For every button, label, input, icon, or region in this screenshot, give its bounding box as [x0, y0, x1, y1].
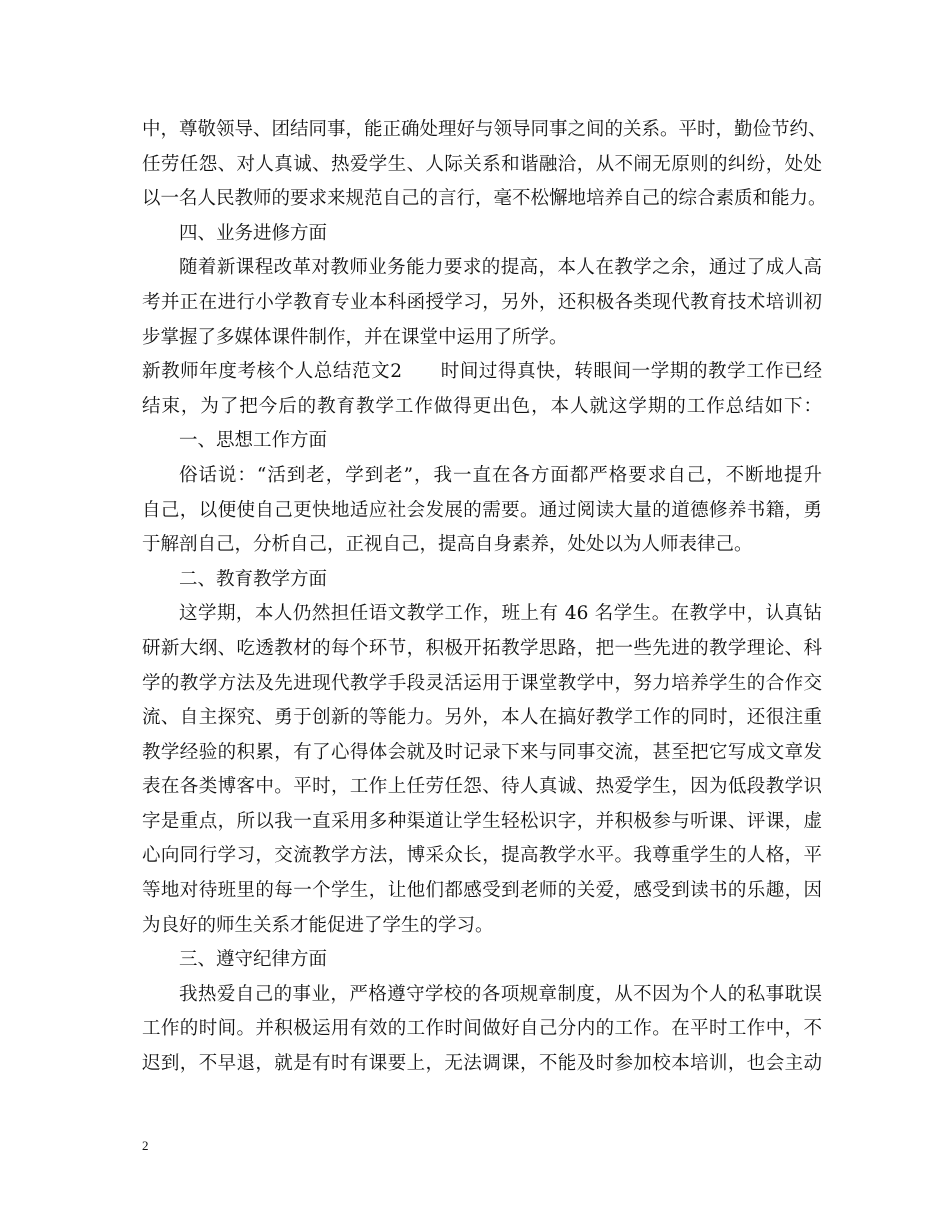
text-line: 迟到，不早退，就是有时有课要上，无法调课，不能及时参加校本培训，也会主动 — [142, 1053, 822, 1075]
text-line: 教学经验的积累，有了心得体会就及时记录下来与同事交流，甚至把它写成文章发 — [142, 741, 822, 763]
text-line: 考并正在进行小学教育专业本科函授学习，另外，还积极各类现代教育技术培训初 — [142, 291, 822, 313]
text-line: 一、思想工作方面 — [179, 430, 328, 452]
page-number: 2 — [142, 1138, 149, 1153]
text-line: 四、业务进修方面 — [179, 222, 328, 244]
text-line: 自己，以便使自己更快地适应社会发展的需要。通过阅读大量的道德修养书籍，勇 — [142, 499, 822, 521]
document-body — [142, 113, 827, 1082]
text-line: 任劳任怨、对人真诚、热爱学生、人际关系和谐融洽，从不闹无原则的纠纷，处处 — [142, 153, 822, 175]
text-line: 随着新课程改革对教师业务能力要求的提高，本人在教学之余，通过了成人高 — [179, 257, 822, 279]
text-line: 心向同行学习，交流教学方法，博采众长，提高教学水平。我尊重学生的人格，平 — [142, 845, 822, 867]
text-line: 于解剖自己，分析自己，正视自己，提高自身素养，处处以为人师表律己。 — [142, 534, 753, 556]
text-line: 结束，为了把今后的教育教学工作做得更出色，本人就这学期的工作总结如下： — [142, 395, 822, 417]
text-line: 工作的时间。并积极运用有效的工作时间做好自己分内的工作。在平时工作中，不 — [142, 1018, 822, 1040]
text-line: 我热爱自己的事业，严格遵守学校的各项规章制度，从不因为个人的私事耽误 — [179, 983, 822, 1005]
text-line: 表在各类博客中。平时，工作上任劳任怨、待人真诚、热爱学生，因为低段教学识 — [142, 776, 822, 798]
text-line: 这学期，本人仍然担任语文教学工作，班上有 46 名学生。在教学中，认真钻 — [179, 603, 822, 625]
text-line: 为良好的师生关系才能促进了学生的学习。 — [142, 914, 494, 936]
text-line: 以一名人民教师的要求来规范自己的言行，毫不松懈地培养自己的综合素质和能力。 — [142, 188, 827, 210]
text-line: 学的教学方法及先进现代教学手段灵活运用于课堂教学中，努力培养学生的合作交 — [142, 672, 822, 694]
text-line: 俗话说：“活到老，学到老”，我一直在各方面都严格要求自己，不断地提升 — [179, 464, 822, 486]
text-line: 三、遵守纪律方面 — [179, 949, 328, 971]
text-line: 研新大纲、吃透教材的每个环节，积极开拓教学思路，把一些先进的教学理论、科 — [142, 637, 822, 659]
text-line: 步掌握了多媒体课件制作，并在课堂中运用了所学。 — [142, 326, 568, 348]
text-line: 字是重点，所以我一直采用多种渠道让学生轻松识字，并积极参与听课、评课，虚 — [142, 810, 822, 832]
text-line: 流、自主探究、勇于创新的等能力。另外，本人在搞好教学工作的同时，还很注重 — [142, 707, 822, 729]
text-line: 新教师年度考核个人总结范文2 时间过得真快，转眼间一学期的教学工作已经 — [142, 361, 822, 383]
text-line: 中，尊敬领导、团结同事，能正确处理好与领导同事之间的关系。平时，勤俭节约、 — [142, 119, 827, 140]
text-line: 等地对待班里的每一个学生，让他们都感受到老师的关爱，感受到读书的乐趣，因 — [142, 880, 822, 902]
text-line: 二、教育教学方面 — [179, 568, 328, 590]
